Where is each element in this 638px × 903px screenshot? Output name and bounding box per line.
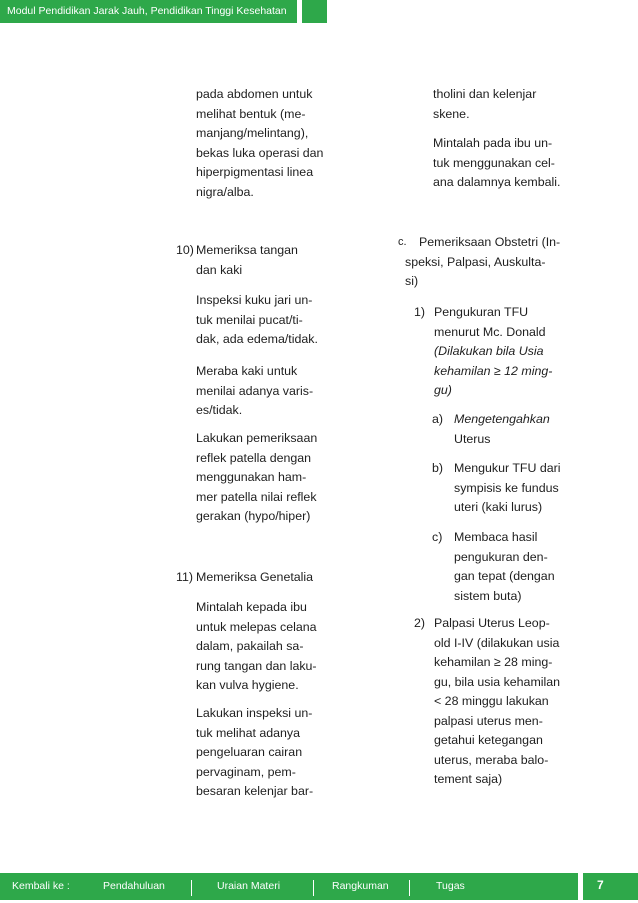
page-number: 7 [597, 878, 604, 892]
module-title: Modul Pendidikan Jarak Jauh, Pendidikan Tinggi Kesehatan [7, 5, 287, 17]
step-1-text: Pengukuran TFU menurut Mc. Donald (Dilakukan bila Usia kehamilan ≥ 12 ming- gu) [434, 305, 553, 397]
nav-link-pendahuluan[interactable]: Pendahuluan [103, 880, 165, 892]
footer-divider [313, 880, 314, 896]
left-continuation-paragraph: pada abdomen untuk melihat bentuk (me- manjang/melintang), bekas luka operasi dan hiperpigmentasi linea nigra/alba. [196, 87, 324, 199]
item-11-title: Memeriksa Genetalia [196, 570, 314, 584]
item-10 [176, 241, 326, 280]
step-1-a-text: Mengetengahkan Uterus [454, 412, 550, 446]
section-c-label: c. [398, 236, 407, 248]
section-c [398, 233, 562, 292]
nav-link-tugas[interactable]: Tugas [436, 880, 465, 892]
back-to-label: Kembali ke : [12, 880, 70, 892]
step-1-a-label: a) [432, 412, 444, 426]
section-c-heading: Pemeriksaan Obstetri (In- [419, 235, 561, 249]
right-continuation-paragraph: tholini dan kelenjar skene. [433, 87, 537, 121]
step-1 [414, 303, 562, 401]
item-10-number: 10) [176, 243, 194, 257]
item-10-title: Memeriksa tangan dan kaki [196, 243, 298, 277]
right-paragraph-2: Mintalah pada ibu un- tuk menggunakan cel- ana dalamnya kembali. [433, 136, 561, 189]
step-1-c-text: Membaca hasil pengukuran den- gan tepat (dengan sistem buta) [454, 530, 555, 603]
item-10-paragraph-1: Inspeksi kuku jari un- tuk menilai pucat/ti- dak, ada edema/tidak. [196, 293, 318, 346]
footer-divider [191, 880, 192, 896]
footer-nav-bar [0, 873, 578, 900]
step-1-number: 1) [414, 305, 426, 319]
nav-link-rangkuman[interactable]: Rangkuman [332, 880, 389, 892]
step-1-b-label: b) [432, 461, 444, 475]
step-1-c [432, 528, 562, 606]
section-c-heading-cont: speksi, Palpasi, Auskulta- si) [405, 254, 546, 288]
step-1-b [432, 459, 562, 518]
nav-link-uraian-materi[interactable]: Uraian Materi [217, 880, 281, 892]
step-2-text: Palpasi Uterus Leop- old I-IV (dilakukan usia kehamilan ≥ 28 ming- gu, bila usia kehamilan < 28 minggu lakukan palpasi uterus men- getahui ketegangan uterus, meraba balo- tement saja) [434, 616, 561, 786]
item-10-paragraph-2: Meraba kaki untuk menilai adanya varis- es/tidak. [196, 364, 314, 417]
item-11-number: 11) [176, 570, 193, 584]
header-bar [0, 0, 297, 23]
step-1-c-label: c) [432, 530, 443, 544]
item-11 [176, 568, 326, 588]
item-10-paragraph-3: Lakukan pemeriksaan reflek patella dengan menggunakan ham- mer patella nilai reflek gerakan (hypo/hiper) [196, 431, 318, 523]
item-11-paragraph-1: Mintalah kepada ibu untuk melepas celana dalam, pakailah sa- rung tangan dan laku- kan vulva hygiene. [196, 600, 317, 692]
item-11-paragraph-2: Lakukan inspeksi un- tuk melihat adanya pengeluaran cairan pervaginam, pem- besaran kelenjar bar- [196, 706, 314, 798]
step-2 [414, 614, 562, 790]
step-2-number: 2) [414, 616, 426, 630]
step-1-a [432, 410, 562, 449]
page-number-box [583, 873, 638, 900]
footer-divider [409, 880, 410, 896]
step-1-b-text: Mengukur TFU dari sympisis ke fundus uteri (kaki lurus) [454, 461, 561, 514]
header-accent-block [302, 0, 327, 23]
